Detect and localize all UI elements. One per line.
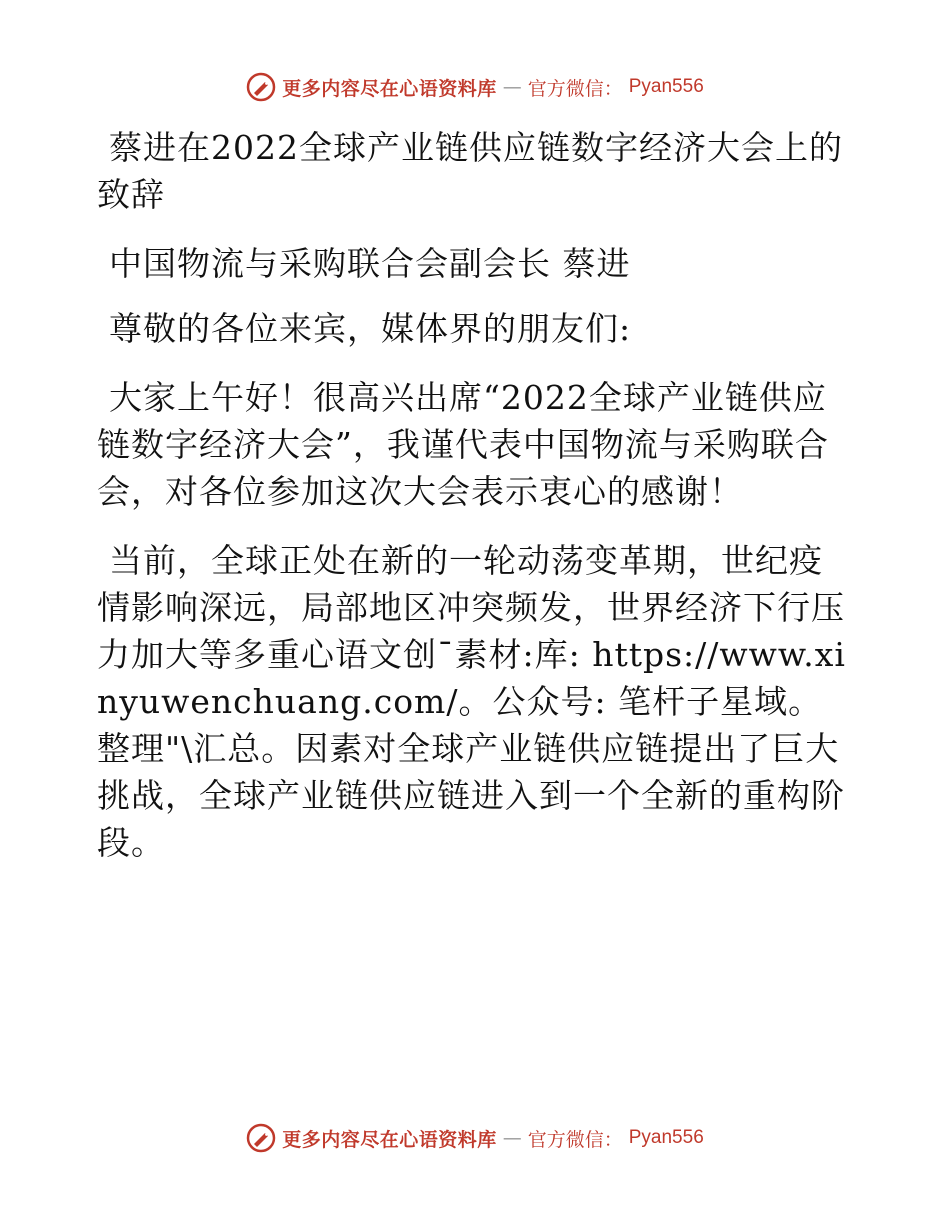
banner-wechat-label: 官方微信：	[527, 1128, 623, 1151]
header-banner	[0, 72, 950, 102]
pen-nib-logo-icon	[246, 1123, 276, 1153]
document-title: 蔡进在2022全球产业链供应链数字经济大会上的致辞	[97, 128, 843, 214]
paragraph: 尊敬的各位来宾，媒体界的朋友们:	[109, 309, 632, 348]
banner-dash: —	[502, 1127, 522, 1149]
document-author: 中国物流与采购联合会副会长 蔡进	[109, 244, 631, 283]
paragraph: 当前，全球正处在新的一轮动荡变革期，世纪疫情影响深远，局部地区冲突频发，世界经济下行压力加大等多重心语文创¯素材:库: https://www.xinyuwenchuang.com/。公众号: 笔杆子星域。整理"\汇总。因素对全球产业链供应链提出了巨大挑战，全球产业链供应链进入到一个全新的重构阶段。	[97, 541, 846, 862]
banner-dash: —	[502, 76, 522, 98]
paragraph: 大家上午好！很高兴出席“2022全球产业链供应链数字经济大会”，我谨代表中国物流与采购联合会，对各位参加这次大会表示衷心的感谢！	[97, 378, 829, 511]
banner-main-text: 更多内容尽在心语资料库	[282, 1128, 497, 1151]
footer-banner	[0, 1123, 950, 1153]
banner-wechat-label: 官方微信：	[527, 77, 623, 100]
pen-nib-logo-icon	[246, 72, 276, 102]
document-body	[97, 124, 853, 888]
banner-main-text: 更多内容尽在心语资料库	[282, 77, 497, 100]
banner-wechat-id: Pyan556	[628, 76, 704, 97]
banner-wechat-id: Pyan556	[628, 1127, 704, 1148]
